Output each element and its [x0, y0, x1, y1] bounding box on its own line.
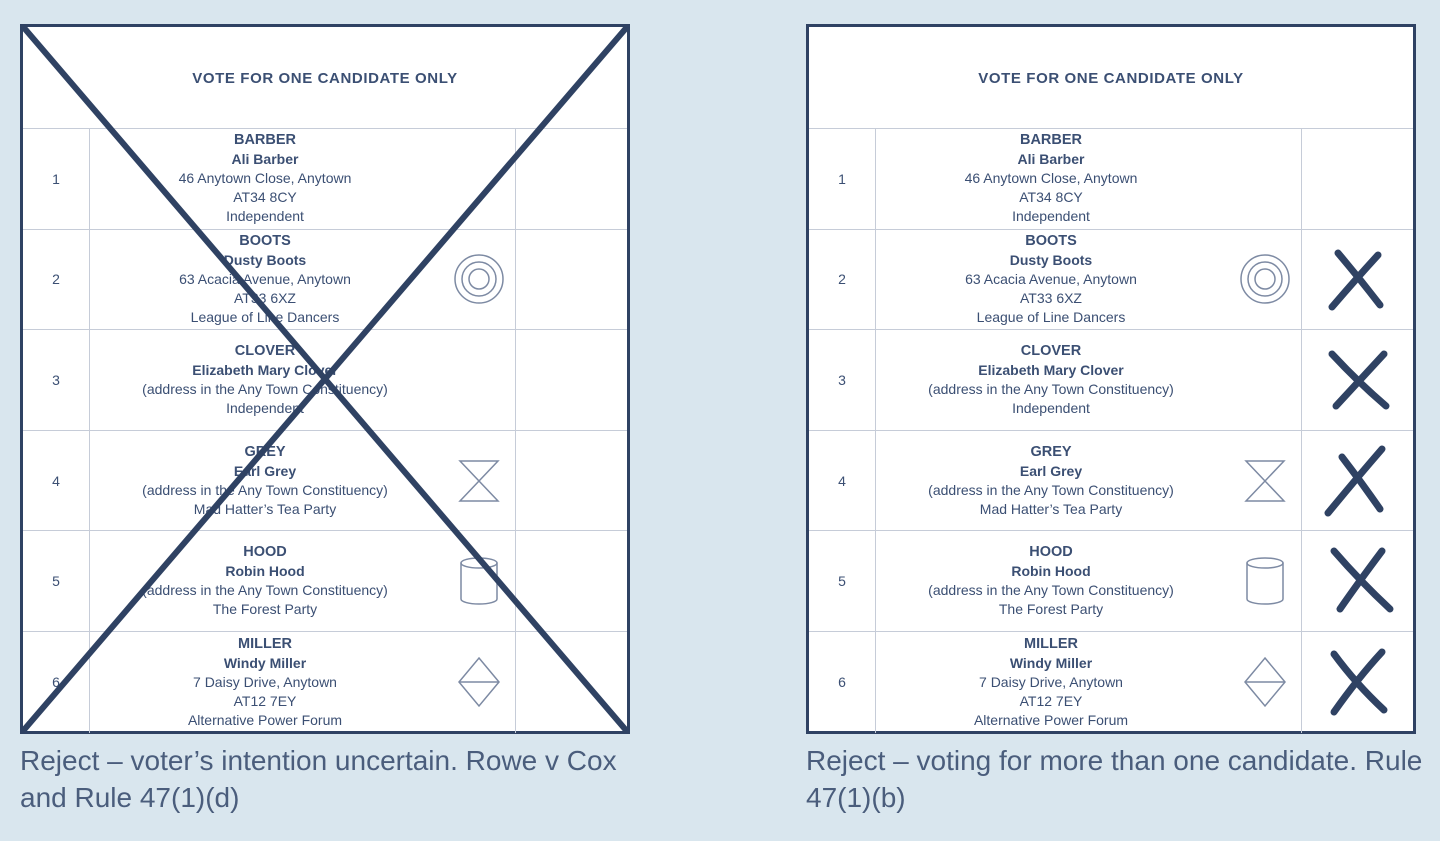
- vote-cross-mark: [1320, 443, 1396, 519]
- candidate-postcode: AT12 7EY: [1019, 692, 1083, 709]
- candidate-surname: MILLER: [238, 635, 292, 652]
- candidate-text: [90, 543, 440, 619]
- candidate-postcode: AT34 8CY: [1019, 189, 1083, 206]
- candidate-row: [809, 531, 1413, 632]
- candidate-details: [876, 330, 1302, 430]
- candidate-number: 2: [23, 230, 90, 330]
- vote-box: [1302, 330, 1413, 430]
- candidate-text: [876, 232, 1226, 327]
- hourglass-icon: [1239, 455, 1291, 507]
- candidate-party: The Forest Party: [998, 601, 1104, 618]
- candidate-number: 2: [809, 230, 876, 330]
- vote-cross-mark: [1320, 543, 1396, 619]
- candidate-details: [90, 330, 516, 430]
- candidate-party: The Forest Party: [212, 601, 318, 618]
- candidate-postcode: AT34 8CY: [233, 189, 297, 206]
- candidate-postcode: AT33 6XZ: [1020, 289, 1082, 306]
- candidate-surname: BOOTS: [1025, 232, 1077, 249]
- candidate-details: [876, 632, 1302, 733]
- candidate-number: 1: [23, 129, 90, 229]
- candidate-details: [90, 230, 516, 330]
- candidate-party: Independent: [226, 399, 304, 416]
- candidate-name: Robin Hood: [1011, 563, 1091, 580]
- candidate-rows: [23, 129, 627, 733]
- candidate-party: Independent: [1012, 208, 1090, 225]
- candidate-row: [809, 632, 1413, 733]
- candidate-number: 3: [23, 330, 90, 430]
- candidate-surname: BOOTS: [239, 232, 291, 249]
- candidate-name: Elizabeth Mary Clover: [192, 361, 338, 378]
- candidate-row: [809, 230, 1413, 331]
- candidate-address: (address in the Any Town Constituency): [142, 481, 388, 498]
- candidate-name: Earl Grey: [233, 462, 297, 479]
- candidate-address: 7 Daisy Drive, Anytown: [193, 673, 337, 690]
- candidate-text: [876, 131, 1226, 226]
- candidate-rows: [809, 129, 1413, 733]
- candidate-name: Robin Hood: [225, 563, 305, 580]
- candidate-details: [876, 431, 1302, 531]
- ballot-title: VOTE FOR ONE CANDIDATE ONLY: [978, 70, 1244, 87]
- candidate-party: Independent: [1012, 399, 1090, 416]
- candidate-postcode: AT33 6XZ: [234, 289, 296, 306]
- candidate-surname: GREY: [244, 443, 286, 460]
- candidate-address: (address in the Any Town Constituency): [928, 380, 1174, 397]
- candidate-text: [90, 232, 440, 327]
- candidate-name: Windy Miller: [1009, 654, 1093, 671]
- vote-cross-mark: [1320, 241, 1396, 317]
- ballot-header: [23, 27, 627, 129]
- hourglass-icon: [453, 455, 505, 507]
- candidate-text: [90, 635, 440, 730]
- candidate-party: Mad Hatter’s Tea Party: [979, 500, 1123, 517]
- candidate-surname: BARBER: [1019, 132, 1083, 149]
- candidate-surname: HOOD: [1029, 544, 1073, 561]
- candidate-name: Earl Grey: [1019, 462, 1083, 479]
- vote-box: [516, 330, 627, 430]
- candidate-name: Windy Miller: [223, 654, 307, 671]
- candidate-row: [809, 330, 1413, 431]
- candidate-party: League of Line Dancers: [976, 308, 1126, 325]
- candidate-number: 3: [809, 330, 876, 430]
- vote-box: [1302, 431, 1413, 531]
- concentric-circles-icon: [453, 253, 505, 305]
- candidate-address: (address in the Any Town Constituency): [142, 582, 388, 599]
- ballot-panel-left: [20, 24, 630, 816]
- candidate-number: 5: [809, 531, 876, 631]
- candidate-text: [876, 443, 1226, 519]
- candidate-text: [876, 635, 1226, 730]
- vote-box: [516, 531, 627, 631]
- cylinder-icon: [453, 555, 505, 607]
- candidate-details: [90, 632, 516, 733]
- candidate-text: [90, 443, 440, 519]
- candidate-surname: BARBER: [233, 132, 297, 149]
- candidate-row: [23, 129, 627, 230]
- candidate-surname: MILLER: [1024, 635, 1078, 652]
- vote-box: [1302, 129, 1413, 229]
- candidate-details: [876, 531, 1302, 631]
- candidate-row: [23, 431, 627, 532]
- ballot-paper: [806, 24, 1416, 734]
- candidate-name: Dusty Boots: [1009, 251, 1093, 268]
- candidate-address: 7 Daisy Drive, Anytown: [979, 673, 1123, 690]
- vote-cross-mark: [1320, 342, 1396, 418]
- ballot-title: VOTE FOR ONE CANDIDATE ONLY: [192, 70, 458, 87]
- ballot-header: [809, 27, 1413, 129]
- candidate-address: 63 Acacia Avenue, Anytown: [965, 270, 1137, 287]
- ballot-panel-right: [806, 24, 1423, 816]
- candidate-details: [90, 531, 516, 631]
- cylinder-icon: [1239, 555, 1291, 607]
- vote-cross-mark: [1320, 644, 1396, 720]
- concentric-circles-icon: [1239, 253, 1291, 305]
- candidate-name: Elizabeth Mary Clover: [978, 361, 1124, 378]
- candidate-surname: HOOD: [243, 544, 287, 561]
- candidate-row: [809, 431, 1413, 532]
- candidate-name: Dusty Boots: [223, 251, 307, 268]
- candidate-postcode: AT12 7EY: [233, 692, 297, 709]
- candidate-surname: GREY: [1030, 443, 1072, 460]
- candidate-text: [90, 342, 440, 418]
- candidate-name: Ali Barber: [231, 151, 299, 168]
- candidate-number: 5: [23, 531, 90, 631]
- candidate-details: [90, 431, 516, 531]
- diamond-icon: [453, 656, 505, 708]
- candidate-row: [23, 230, 627, 331]
- candidate-text: [876, 543, 1226, 619]
- candidate-details: [876, 230, 1302, 330]
- candidate-number: 4: [23, 431, 90, 531]
- candidate-address: 63 Acacia Avenue, Anytown: [179, 270, 351, 287]
- candidate-text: [876, 342, 1226, 418]
- candidate-party: Alternative Power Forum: [187, 711, 343, 728]
- candidate-number: 1: [809, 129, 876, 229]
- ballot-caption: Reject – voter’s intention uncertain. Rowe v Cox and Rule 47(1)(d): [20, 745, 617, 813]
- candidate-address: (address in the Any Town Constituency): [142, 380, 388, 397]
- vote-box: [516, 230, 627, 330]
- candidate-number: 4: [809, 431, 876, 531]
- candidate-party: Mad Hatter’s Tea Party: [193, 500, 337, 517]
- vote-box: [516, 632, 627, 733]
- candidate-name: Ali Barber: [1017, 151, 1085, 168]
- candidate-number: 6: [809, 632, 876, 733]
- candidate-row: [23, 632, 627, 733]
- vote-box: [1302, 632, 1413, 733]
- candidate-surname: CLOVER: [234, 342, 296, 359]
- candidate-row: [809, 129, 1413, 230]
- candidate-party: Alternative Power Forum: [973, 711, 1129, 728]
- candidate-row: [23, 330, 627, 431]
- vote-box: [1302, 531, 1413, 631]
- vote-box: [516, 129, 627, 229]
- candidate-address: 46 Anytown Close, Anytown: [178, 170, 352, 187]
- candidate-address: 46 Anytown Close, Anytown: [964, 170, 1138, 187]
- candidate-text: [90, 131, 440, 226]
- diamond-icon: [1239, 656, 1291, 708]
- vote-box: [1302, 230, 1413, 330]
- ballot-caption: Reject – voting for more than one candidate. Rule 47(1)(b): [806, 745, 1423, 813]
- candidate-party: League of Line Dancers: [190, 308, 340, 325]
- ballot-paper: [20, 24, 630, 734]
- candidate-number: 6: [23, 632, 90, 733]
- candidate-surname: CLOVER: [1020, 342, 1082, 359]
- candidate-details: [876, 129, 1302, 229]
- candidate-address: (address in the Any Town Constituency): [928, 481, 1174, 498]
- candidate-row: [23, 531, 627, 632]
- candidate-details: [90, 129, 516, 229]
- vote-box: [516, 431, 627, 531]
- candidate-address: (address in the Any Town Constituency): [928, 582, 1174, 599]
- candidate-party: Independent: [226, 208, 304, 225]
